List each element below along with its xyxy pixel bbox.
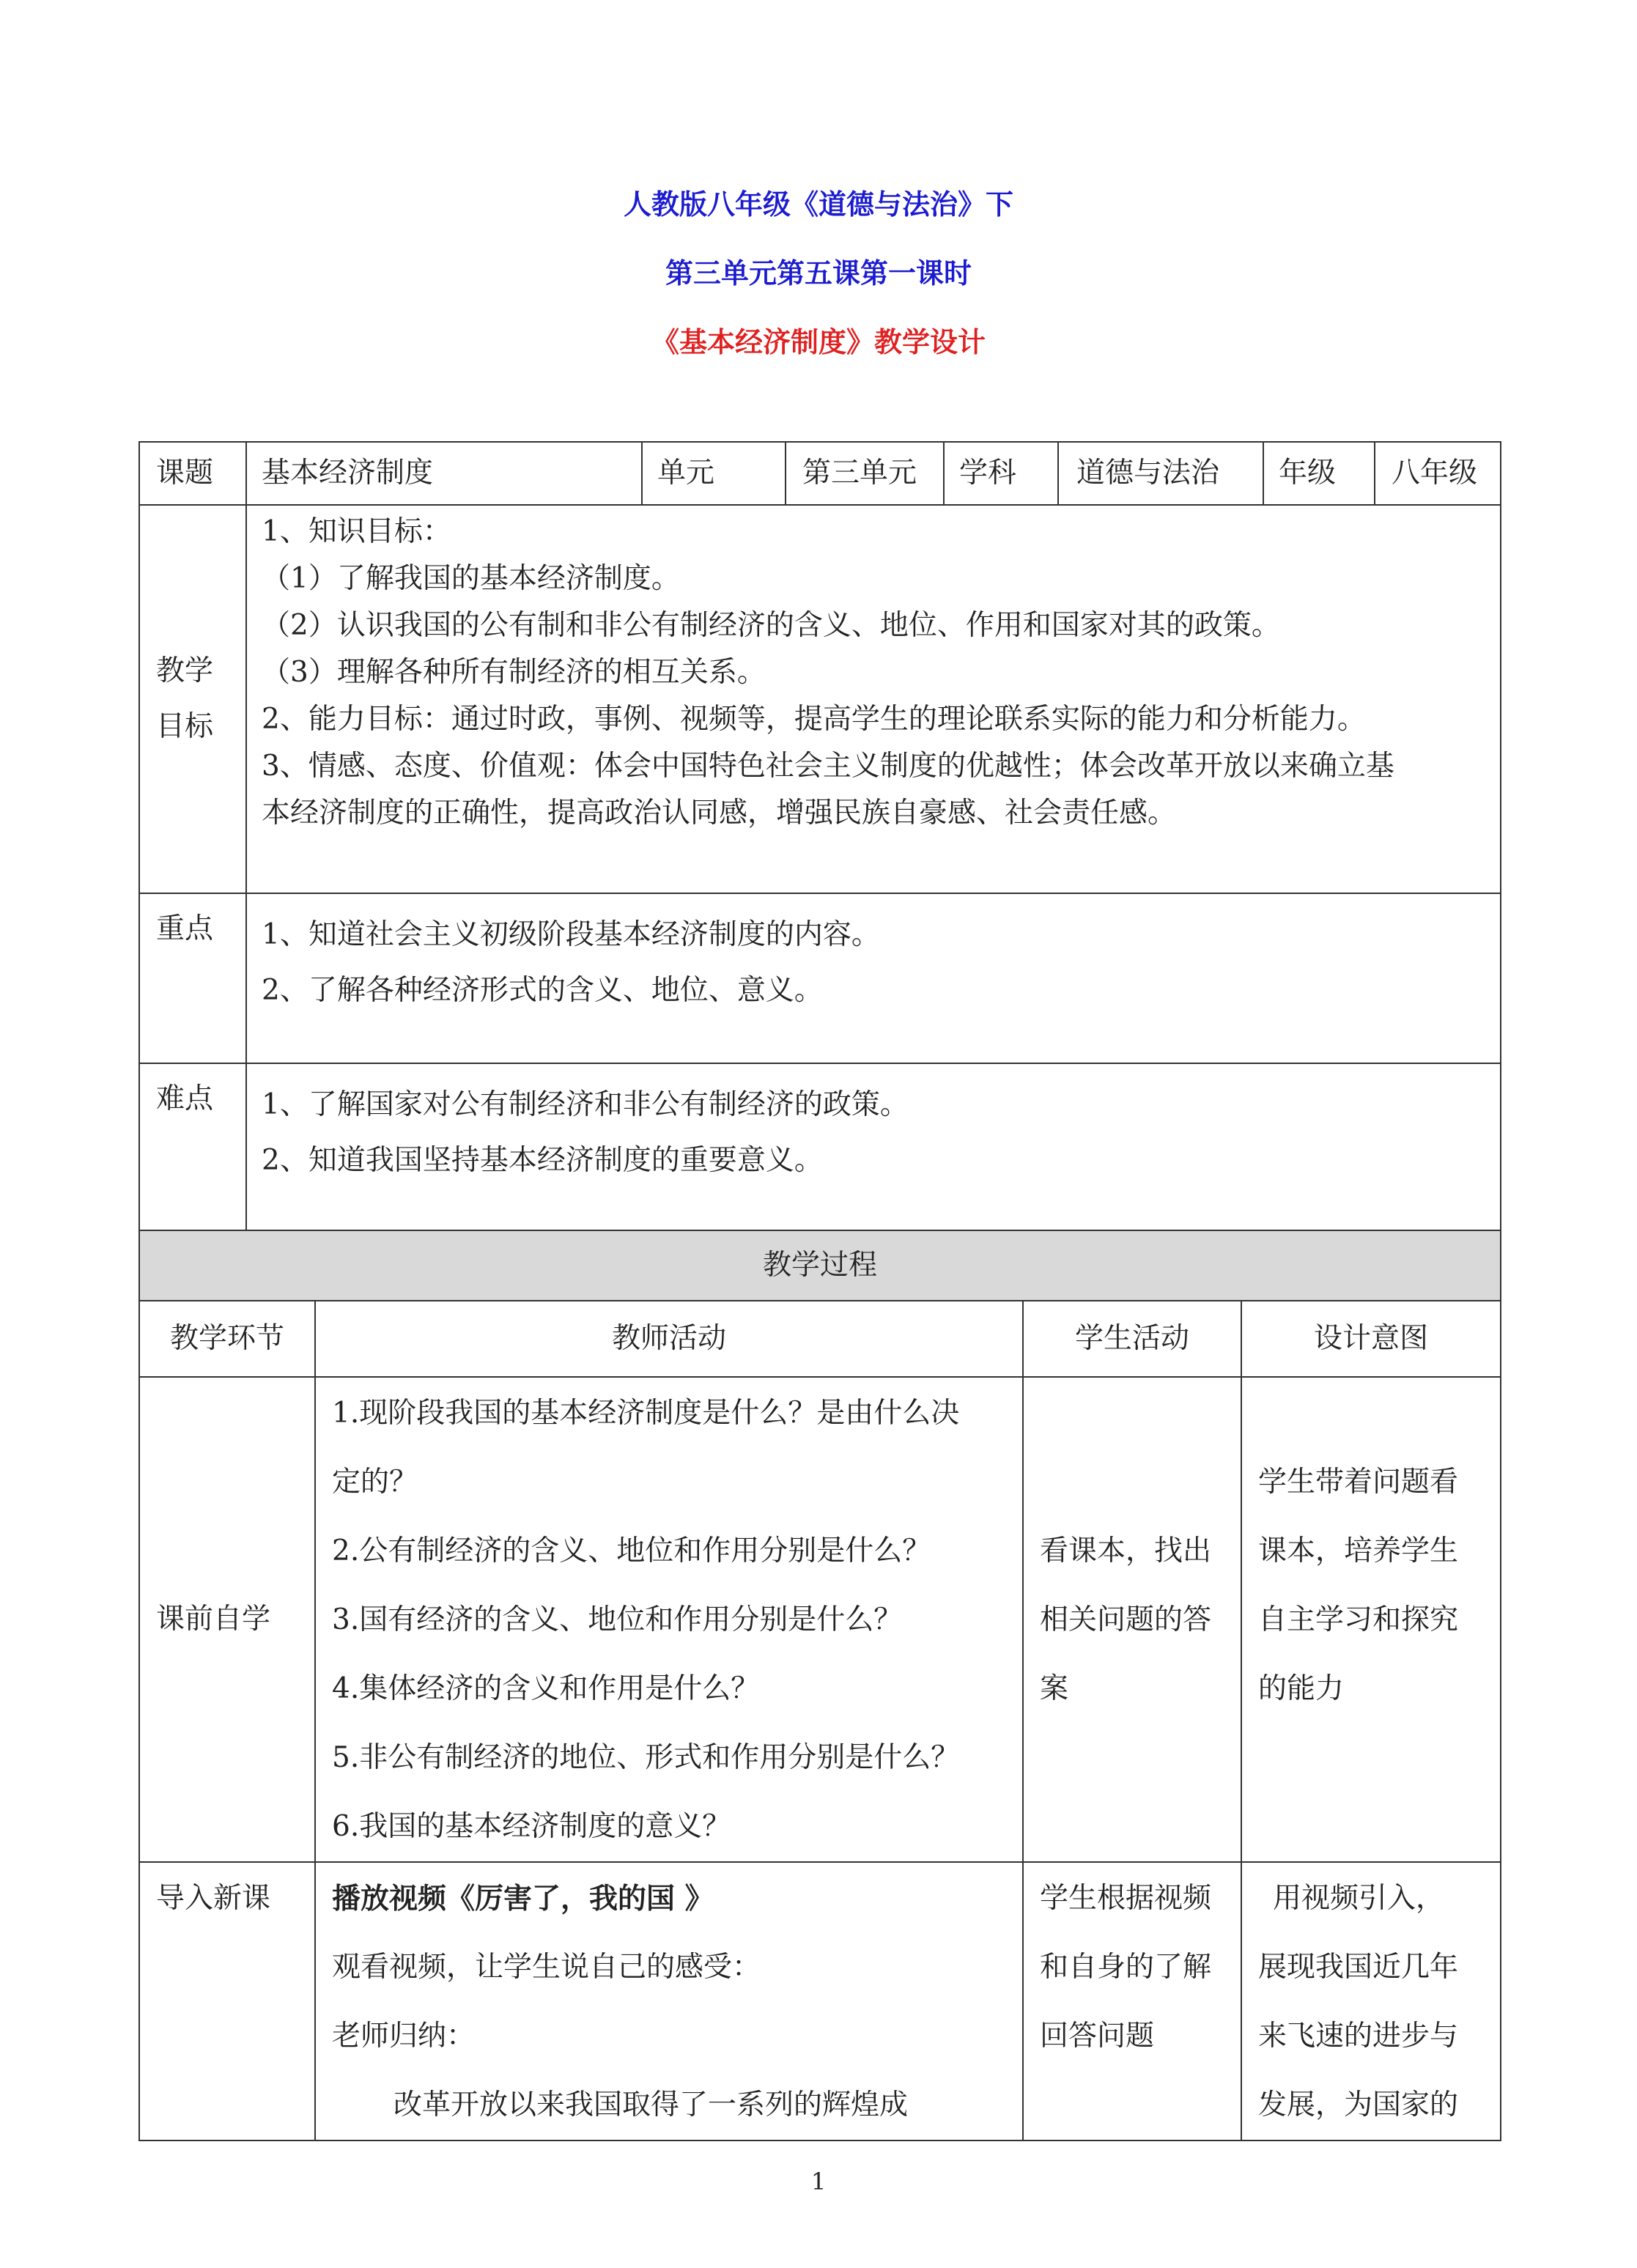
student-line: 看课本，找出 (1040, 1534, 1212, 1567)
process-title: 教学过程 (139, 1230, 1501, 1301)
unit-label: 单元 (642, 442, 786, 505)
teacher-line: 5.非公有制经济的地位、形式和作用分别是什么？ (332, 1741, 960, 1774)
objective-line: 2、能力目标：通过时政，事例、视频等，提高学生的理论联系实际的能力和分析能力。 (262, 703, 1366, 736)
key-points-label: 重点 (139, 893, 246, 1063)
header-stage: 教学环节 (139, 1301, 315, 1377)
objectives-label-1: 教学 (156, 654, 214, 687)
objective-line: 本经济制度的正确性，提高政治认同感，增强民族自豪感、社会责任感。 (262, 797, 1177, 830)
teacher-line: 观看视频，让学生说自己的感受： (332, 1951, 761, 1984)
student-line: 学生根据视频 (1040, 1882, 1212, 1915)
subject-value: 道德与法治 (1058, 442, 1263, 505)
info-table (138, 441, 1501, 1234)
topic-value: 基本经济制度 (246, 442, 642, 505)
intent-line: 来飞速的进步与 (1258, 2020, 1459, 2053)
process-table (138, 1230, 1501, 2141)
process-row-preview (139, 1377, 1501, 1862)
header-teacher: 教师活动 (315, 1301, 1023, 1377)
difficult-point-line: 1、了解国家对公有制经济和非公有制经济的政策。 (262, 1088, 909, 1121)
key-point-line: 2、了解各种经济形式的含义、地位、意义。 (262, 974, 823, 1007)
difficult-points-content (246, 1063, 1501, 1233)
grade-value: 八年级 (1375, 442, 1501, 505)
video-title: 播放视频《厉害了，我的国 》 (332, 1882, 714, 1916)
objectives-label-2: 目标 (156, 710, 214, 743)
teacher-line: 4.集体经济的含义和作用是什么？ (332, 1672, 760, 1705)
teacher-line: 3.国有经济的含义、地位和作用分别是什么？ (332, 1603, 903, 1636)
header-student: 学生活动 (1023, 1301, 1241, 1377)
teacher-activity-cell (315, 1377, 1023, 1862)
intent-cell (1241, 1862, 1501, 2140)
doc-title-line1: 人教版八年级《道德与法治》下 (623, 188, 1013, 221)
intent-line: 学生带着问题看 (1258, 1466, 1459, 1499)
student-activity-cell (1023, 1377, 1241, 1862)
topic-label: 课题 (139, 442, 246, 505)
stage-cell: 课前自学 (139, 1377, 315, 1862)
teacher-line: 定的？ (332, 1466, 418, 1499)
difficult-point-line: 2、知道我国坚持基本经济制度的重要意义。 (262, 1144, 823, 1177)
student-line: 相关问题的答 (1040, 1603, 1212, 1636)
student-activity-cell (1023, 1862, 1241, 2140)
intent-cell (1241, 1377, 1501, 1862)
objectives-content (246, 505, 1501, 893)
page-number: 1 (810, 2168, 827, 2195)
key-points-row (139, 893, 1501, 1063)
process-header-row (139, 1301, 1501, 1377)
objective-line: （2）认识我国的公有制和非公有制经济的含义、地位、作用和国家对其的政策。 (262, 609, 1280, 642)
grade-label: 年级 (1263, 442, 1375, 505)
key-point-line: 1、知道社会主义初级阶段基本经济制度的内容。 (262, 918, 880, 951)
info-header-row (139, 442, 1501, 505)
objective-line: 3、情感、态度、价值观：体会中国特色社会主义制度的优越性；体会改革开放以来确立基 (262, 750, 1394, 783)
key-points-content (246, 893, 1501, 1063)
intent-line: 课本，培养学生 (1258, 1534, 1459, 1567)
stage-cell (139, 1862, 315, 2140)
process-row-intro (139, 1862, 1501, 2140)
student-line: 回答问题 (1040, 2020, 1155, 2053)
teacher-line: 1.现阶段我国的基本经济制度是什么？是由什么决 (332, 1397, 960, 1430)
objectives-label (139, 505, 246, 893)
objective-line: （3）理解各种所有制经济的相互关系。 (262, 656, 766, 689)
stage-label: 导入新课 (156, 1882, 271, 1915)
teacher-activity-cell (315, 1862, 1023, 2140)
teacher-line: 老师归纳： (332, 2020, 476, 2053)
objective-line: 1、知识目标： (262, 515, 451, 548)
intent-line: 发展，为国家的 (1258, 2088, 1459, 2121)
doc-title-line2: 第三单元第五课第一课时 (665, 256, 972, 289)
teacher-line: 6.我国的基本经济制度的意义？ (332, 1810, 731, 1843)
objectives-row (139, 505, 1501, 893)
process-title-row (139, 1230, 1501, 1301)
teacher-line: 2.公有制经济的含义、地位和作用分别是什么？ (332, 1534, 931, 1567)
difficult-points-row (139, 1063, 1501, 1233)
intent-line: 的能力 (1258, 1672, 1345, 1705)
doc-title-line3: 《基本经济制度》教学设计 (651, 325, 986, 358)
intent-line: 自主学习和探究 (1258, 1603, 1459, 1636)
unit-value: 第三单元 (786, 442, 944, 505)
objective-line: （1）了解我国的基本经济制度。 (262, 562, 680, 595)
intent-line: 展现我国近几年 (1258, 1951, 1459, 1984)
student-line: 案 (1040, 1672, 1069, 1705)
teacher-line: 改革开放以来我国取得了一系列的辉煌成 (393, 2088, 909, 2121)
intent-line: 用视频引入， (1273, 1882, 1445, 1915)
header-intent: 设计意图 (1241, 1301, 1501, 1377)
subject-label: 学科 (944, 442, 1058, 505)
difficult-points-label: 难点 (139, 1063, 246, 1233)
student-line: 和自身的了解 (1040, 1951, 1212, 1984)
